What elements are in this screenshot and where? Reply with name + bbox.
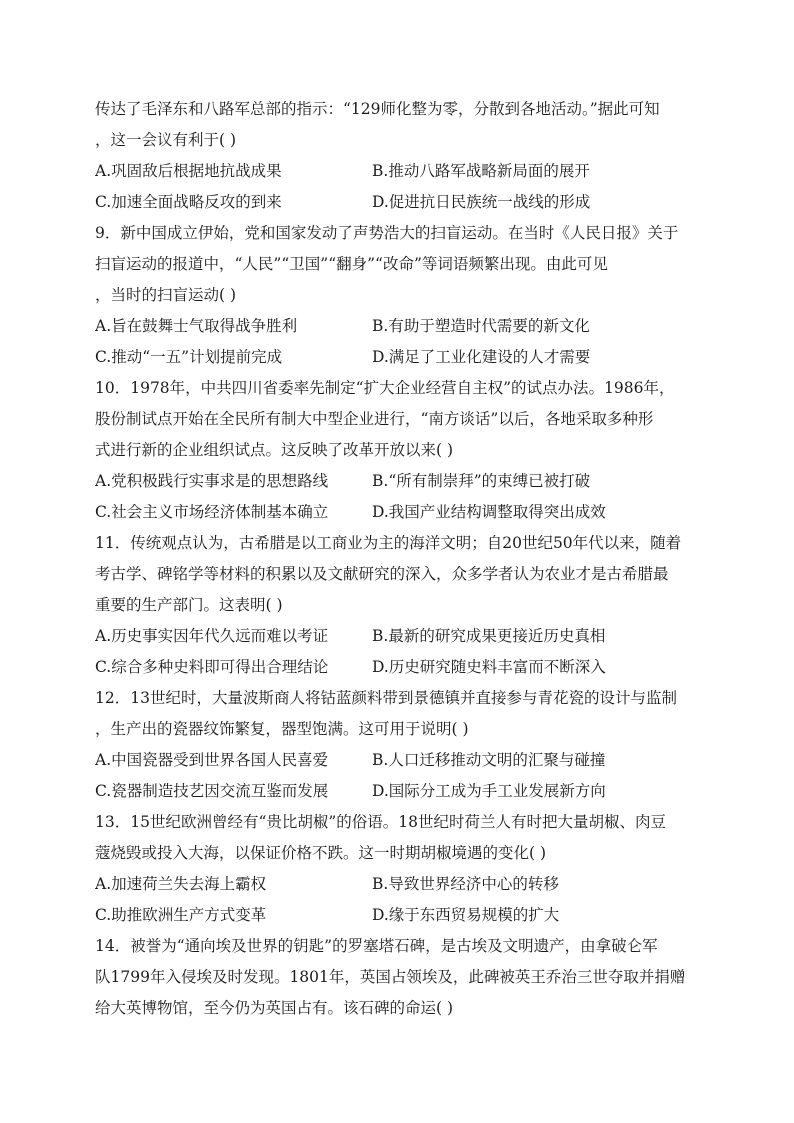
question-13-option-c: C.助推欧洲生产方式变革 xyxy=(95,906,267,924)
question-12-options-row-1 xyxy=(95,745,701,776)
question-8-options-row-2 xyxy=(95,187,701,218)
question-14 xyxy=(95,931,701,1024)
question-10-line-2: 股份制试点开始在全民所有制大中型企业进行，“南方谈话”以后，各地采取多种形 xyxy=(95,410,654,428)
question-12-line-1: 12．13世纪时，大量波斯商人将钴蓝颜料带到景德镇并直接参与青花瓷的设计与监制 xyxy=(95,689,677,707)
question-9-options-row-1 xyxy=(95,311,701,342)
question-11-line-1: 11．传统观点认为，古希腊是以工商业为主的海洋文明；自20世纪50年代以来，随着 xyxy=(95,534,682,552)
question-10-line-3: 式进行新的企业组织试点。这反映了改革开放以来( ) xyxy=(95,441,454,459)
question-12-option-d: D.国际分工成为手工业发展新方向 xyxy=(372,782,606,800)
question-13-option-d: D.缘于东西贸易规模的扩大 xyxy=(372,906,560,924)
question-10-options-row-1 xyxy=(95,466,701,497)
question-14-line-3: 给大英博物馆，至今仍为英国占有。该石碑的命运( ) xyxy=(95,999,454,1017)
question-11 xyxy=(95,528,701,683)
question-8 xyxy=(95,94,701,218)
question-14-line-1: 14．被誉为“通向埃及世界的钥匙”的罗塞塔石碑，是古埃及文明遗产，由拿破仑军 xyxy=(95,937,658,955)
question-11-option-d: D.历史研究随史料丰富而不断深入 xyxy=(372,658,606,676)
question-9-options-row-2 xyxy=(95,342,701,373)
question-11-line-2: 考古学、碑铭学等材料的积累以及文献研究的深入，众多学者认为农业才是古希腊最 xyxy=(95,565,669,583)
question-13-options-row-1 xyxy=(95,869,701,900)
question-11-option-c: C.综合多种史料即可得出合理结论 xyxy=(95,658,329,676)
question-10-options-row-2 xyxy=(95,497,701,528)
question-10 xyxy=(95,373,701,528)
question-13-option-a: A.加速荷兰失去海上霸权 xyxy=(95,875,267,893)
question-12-option-b: B.人口迁移推动文明的汇聚与碰撞 xyxy=(372,751,606,769)
question-9 xyxy=(95,218,701,373)
question-10-line-1: 10．1978年，中共四川省委率先制定“扩大企业经营自主权”的试点办法。1986年， xyxy=(95,379,675,397)
question-13-option-b: B.导致世界经济中心的转移 xyxy=(372,875,559,893)
question-8-option-c: C.加速全面战略反攻的到来 xyxy=(95,193,282,211)
question-9-line-1: 9．新中国成立伊始，党和国家发动了声势浩大的扫盲运动。在当时《人民日报》关于 xyxy=(95,224,679,242)
question-8-option-b: B.推动八路军战略新局面的展开 xyxy=(372,162,590,180)
question-9-option-a: A.旨在鼓舞士气取得战争胜利 xyxy=(95,317,298,335)
question-11-options-row-1 xyxy=(95,621,701,652)
question-9-option-b: B.有助于塑造时代需要的新文化 xyxy=(372,317,590,335)
question-11-option-b: B.最新的研究成果更接近历史真相 xyxy=(372,627,606,645)
question-13-options-row-2 xyxy=(95,900,701,931)
question-8-options-row-1 xyxy=(95,156,701,187)
question-11-line-3: 重要的生产部门。这表明( ) xyxy=(95,596,283,614)
question-12 xyxy=(95,683,701,807)
question-11-options-row-2 xyxy=(95,652,701,683)
question-13-line-2: 蔻烧毁或投入大海，以保证价格不跌。这一时期胡椒境遇的变化( ) xyxy=(95,844,547,862)
question-14-line-2: 队1799年入侵埃及时发现。1801年，英国占领埃及，此碑被英王乔治三世夺取并捐赠 xyxy=(95,968,686,986)
question-10-option-b: B.“所有制崇拜”的束缚已被打破 xyxy=(372,472,591,490)
question-10-option-d: D.我国产业结构调整取得突出成效 xyxy=(372,503,606,521)
question-8-option-a: A.巩固敌后根据地抗战成果 xyxy=(95,162,282,180)
question-10-option-a: A.党积极践行实事求是的思想路线 xyxy=(95,472,329,490)
question-8-option-d: D.促进抗日民族统一战线的形成 xyxy=(372,193,591,211)
question-13-line-1: 13．15世纪欧洲曾经有“贵比胡椒”的俗语。18世纪时荷兰人有时把大量胡椒、肉豆 xyxy=(95,813,667,831)
question-10-option-c: C.社会主义市场经济体制基本确立 xyxy=(95,503,329,521)
exam-page xyxy=(95,94,701,1024)
question-12-line-2: ，生产出的瓷器纹饰繁复，器型饱满。这可用于说明( ) xyxy=(95,720,469,738)
question-9-line-3: ，当时的扫盲运动( ) xyxy=(95,286,237,304)
question-9-line-2: 扫盲运动的报道中，“人民”“卫国”“翻身”“改命”等词语频繁出现。由此可见 xyxy=(95,255,608,273)
question-9-option-d: D.满足了工业化建设的人才需要 xyxy=(372,348,591,366)
question-8-line-1: 传达了毛泽东和八路军总部的指示：“129师化整为零，分散到各地活动。”据此可知 xyxy=(95,100,660,118)
question-8-line-2: ，这一会议有利于( ) xyxy=(95,131,237,149)
question-9-option-c: C.推动“一五”计划提前完成 xyxy=(95,348,283,366)
question-13 xyxy=(95,807,701,931)
question-11-option-a: A.历史事实因年代久远而难以考证 xyxy=(95,627,329,645)
question-12-option-c: C.瓷器制造技艺因交流互鉴而发展 xyxy=(95,782,329,800)
question-12-options-row-2 xyxy=(95,776,701,807)
question-12-option-a: A.中国瓷器受到世界各国人民喜爱 xyxy=(95,751,329,769)
